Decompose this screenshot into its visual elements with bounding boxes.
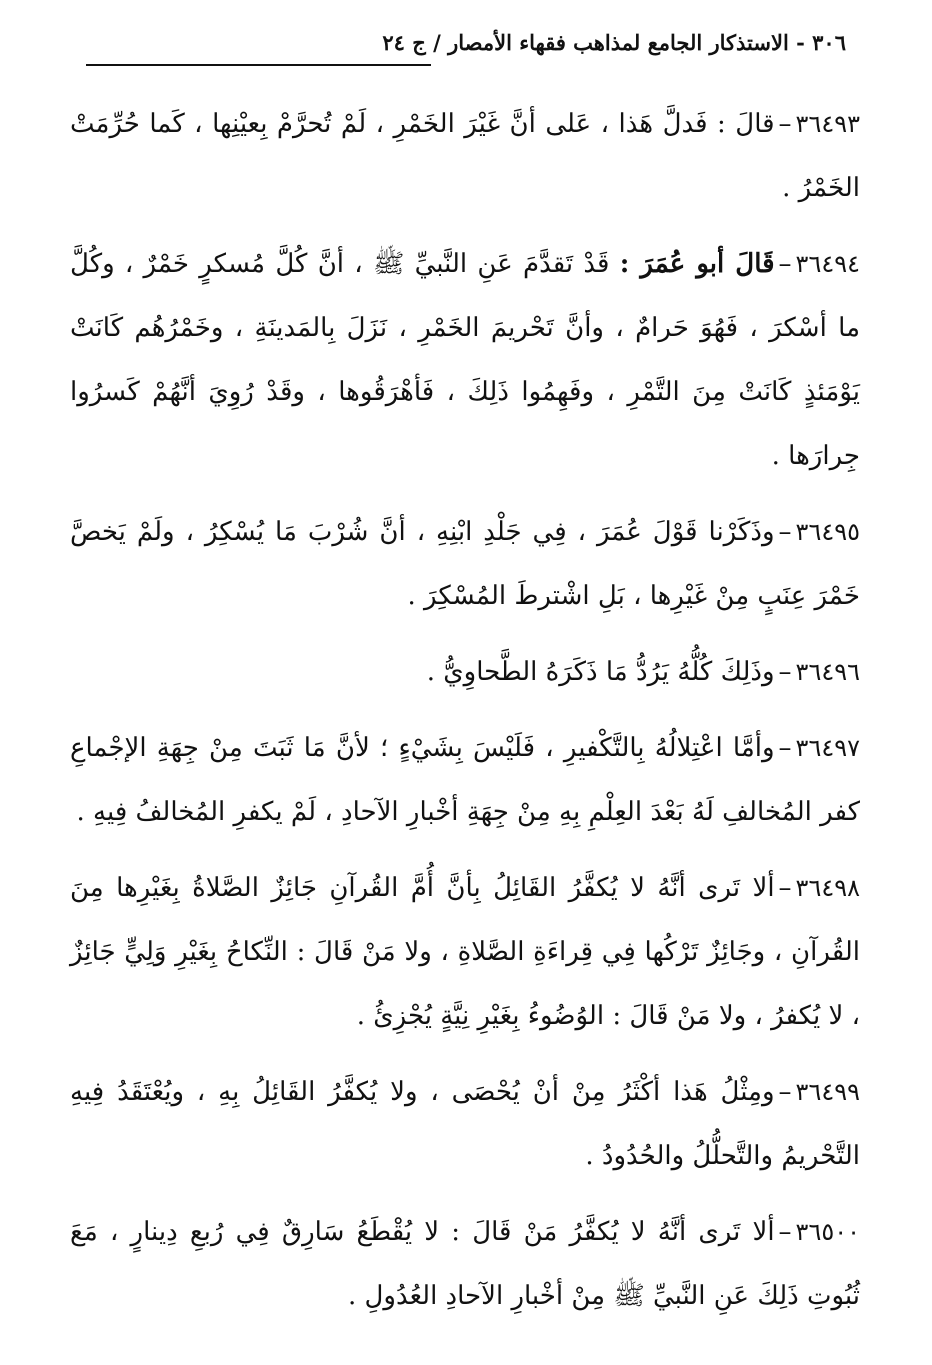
paragraph-text: ومِثْلُ هَذا أكْثَرُ مِنْ أنْ يُحْصَى ، ولا يُكفَّرُ القَائِلُ بِهِ ، ويُعْتَقَدُ فِيهِ التَّحْريمُ والتَّحلُّلُ والحُدُودُ . bbox=[70, 1077, 860, 1171]
paragraph-lead: قَالَ أبو عُمَرَ : bbox=[619, 249, 775, 279]
paragraph-text: قَدْ تَقدَّمَ عَنِ النَّبيِّ ﷺ ، أنَّ كُلَّ مُسكرٍ خَمْرٌ ، وكُلَّ ما أسْكرَ ، فَهُوَ حَرامٌ ، وأنَّ تَحْريمَ الخَمْرِ ، نَزَلَ بِالمَدينَةِ ، وخَمْرُهُم كَانَتْ يَوْمَئذٍ كَانَتْ مِنَ التَّمْرِ ، وفَهِمُوا ذَلِكَ ، فَأهْرَقُوها ، وقَدْ رُوِيَ أنَّهُمْ كَسرُوا جِرارَها . bbox=[70, 249, 860, 471]
paragraph-number: ٣٦٤٩٥ bbox=[795, 518, 860, 546]
paragraph-36499 bbox=[70, 1060, 860, 1188]
paragraph-36498 bbox=[70, 856, 860, 1048]
paragraph-text: وذَكَرْنا قَوْلَ عُمَرَ ، فِي جَلْدِ ابْنِهِ ، أنَّ شُرْبَ مَا يُسْكِرُ ، ولَمْ يَخصَّ خَمْرَ عِنَبٍ مِنْ غَيْرِها ، بَلِ اشْترطَ المُسْكِرَ . bbox=[70, 517, 860, 611]
paragraph-36497 bbox=[70, 716, 860, 844]
paragraph-number: ٣٦٤٩٦ bbox=[795, 658, 860, 686]
paragraph-36500 bbox=[70, 1200, 860, 1328]
dash-separator: – bbox=[778, 109, 792, 139]
header-title: ٣٠٦ - الاستذكار الجامع لمذاهب فقهاء الأمصار / ج ٢٤ bbox=[382, 30, 846, 55]
paragraph-number: ٣٦٤٩٣ bbox=[795, 110, 860, 138]
header-rule bbox=[86, 64, 431, 66]
paragraph-text: قالَ : فَدلَّ هَذا ، عَلى أنَّ غَيْرَ الخَمْرِ ، لَمْ تُحرَّمْ بِعيْنِها ، كَما حُرِّمَتْ الخَمْرُ . bbox=[70, 109, 860, 203]
paragraph-text: ألا تَرى أنَّهُ لا يُكفَّرُ القَائِلُ بِأنَّ أُمَّ القُرآنِ جَائِزٌ الصَّلاةُ بِغَيْرِها مِنَ القُرآنِ ، وجَائِزٌ تَرْكُها فِي قِراءَةِ الصَّلاةِ ، ولا مَنْ قَالَ : النِّكاحُ بِغَيْرِ وَلِيٍّ جَائِزٌ ، لا يُكفرُ ، ولا مَنْ قَالَ : الوُضُوءُ بِغَيْرِ نِيَّةٍ يُجْزِئُ . bbox=[70, 873, 860, 1031]
paragraph-number: ٣٦٤٩٩ bbox=[795, 1078, 860, 1106]
paragraph-number: ٣٦٤٩٧ bbox=[795, 734, 860, 762]
dash-separator: – bbox=[778, 1217, 792, 1247]
paragraph-text: وذَلِكَ كُلُّهُ يَرُدُّ مَا ذَكَرَهُ الطَّحاوِيُّ . bbox=[426, 657, 775, 687]
dash-separator: – bbox=[778, 517, 792, 547]
dash-separator: – bbox=[778, 873, 792, 903]
dash-separator: – bbox=[778, 1077, 792, 1107]
paragraph-text: ألا تَرى أنَّهُ لا يُكفَّرُ مَنْ قَالَ : لا يُقْطَعُ سَارِقٌ فِي رُبعِ دِينارٍ ، مَعَ ثُبُوتِ ذَلِكَ عَنِ النَّبيِّ ﷺ مِنْ أخْبارِ الآحادِ العُدُولِ . bbox=[70, 1217, 860, 1311]
dash-separator: – bbox=[778, 249, 792, 279]
dash-separator: – bbox=[778, 657, 792, 687]
paragraph-number: ٣٦٤٩٨ bbox=[795, 874, 860, 902]
paragraph-36495 bbox=[70, 500, 860, 628]
paragraph-36493 bbox=[70, 92, 860, 220]
paragraph-text: وأمَّا اعْتِلالُهُ بِالتَّكْفيرِ ، فَلَيْسَ بِشَيْءٍ ؛ لأنَّ مَا ثَبَتَ مِنْ جِهَةِ الإجْماعِ كفر المُخالفِ لَهُ بَعْدَ العِلْمِ بِهِ مِنْ جِهَةِ أخْبارِ الآحادِ ، لَمْ يكفرِ المُخالفُ فِيهِ . bbox=[70, 733, 860, 827]
paragraph-number: ٣٦٤٩٤ bbox=[795, 250, 860, 278]
dash-separator: – bbox=[778, 733, 792, 763]
paragraph-36494 bbox=[70, 232, 860, 488]
running-header bbox=[86, 28, 846, 72]
paragraph-36496 bbox=[70, 640, 860, 704]
page-body bbox=[70, 92, 860, 1332]
paragraph-number: ٣٦٥٠٠ bbox=[795, 1218, 860, 1246]
